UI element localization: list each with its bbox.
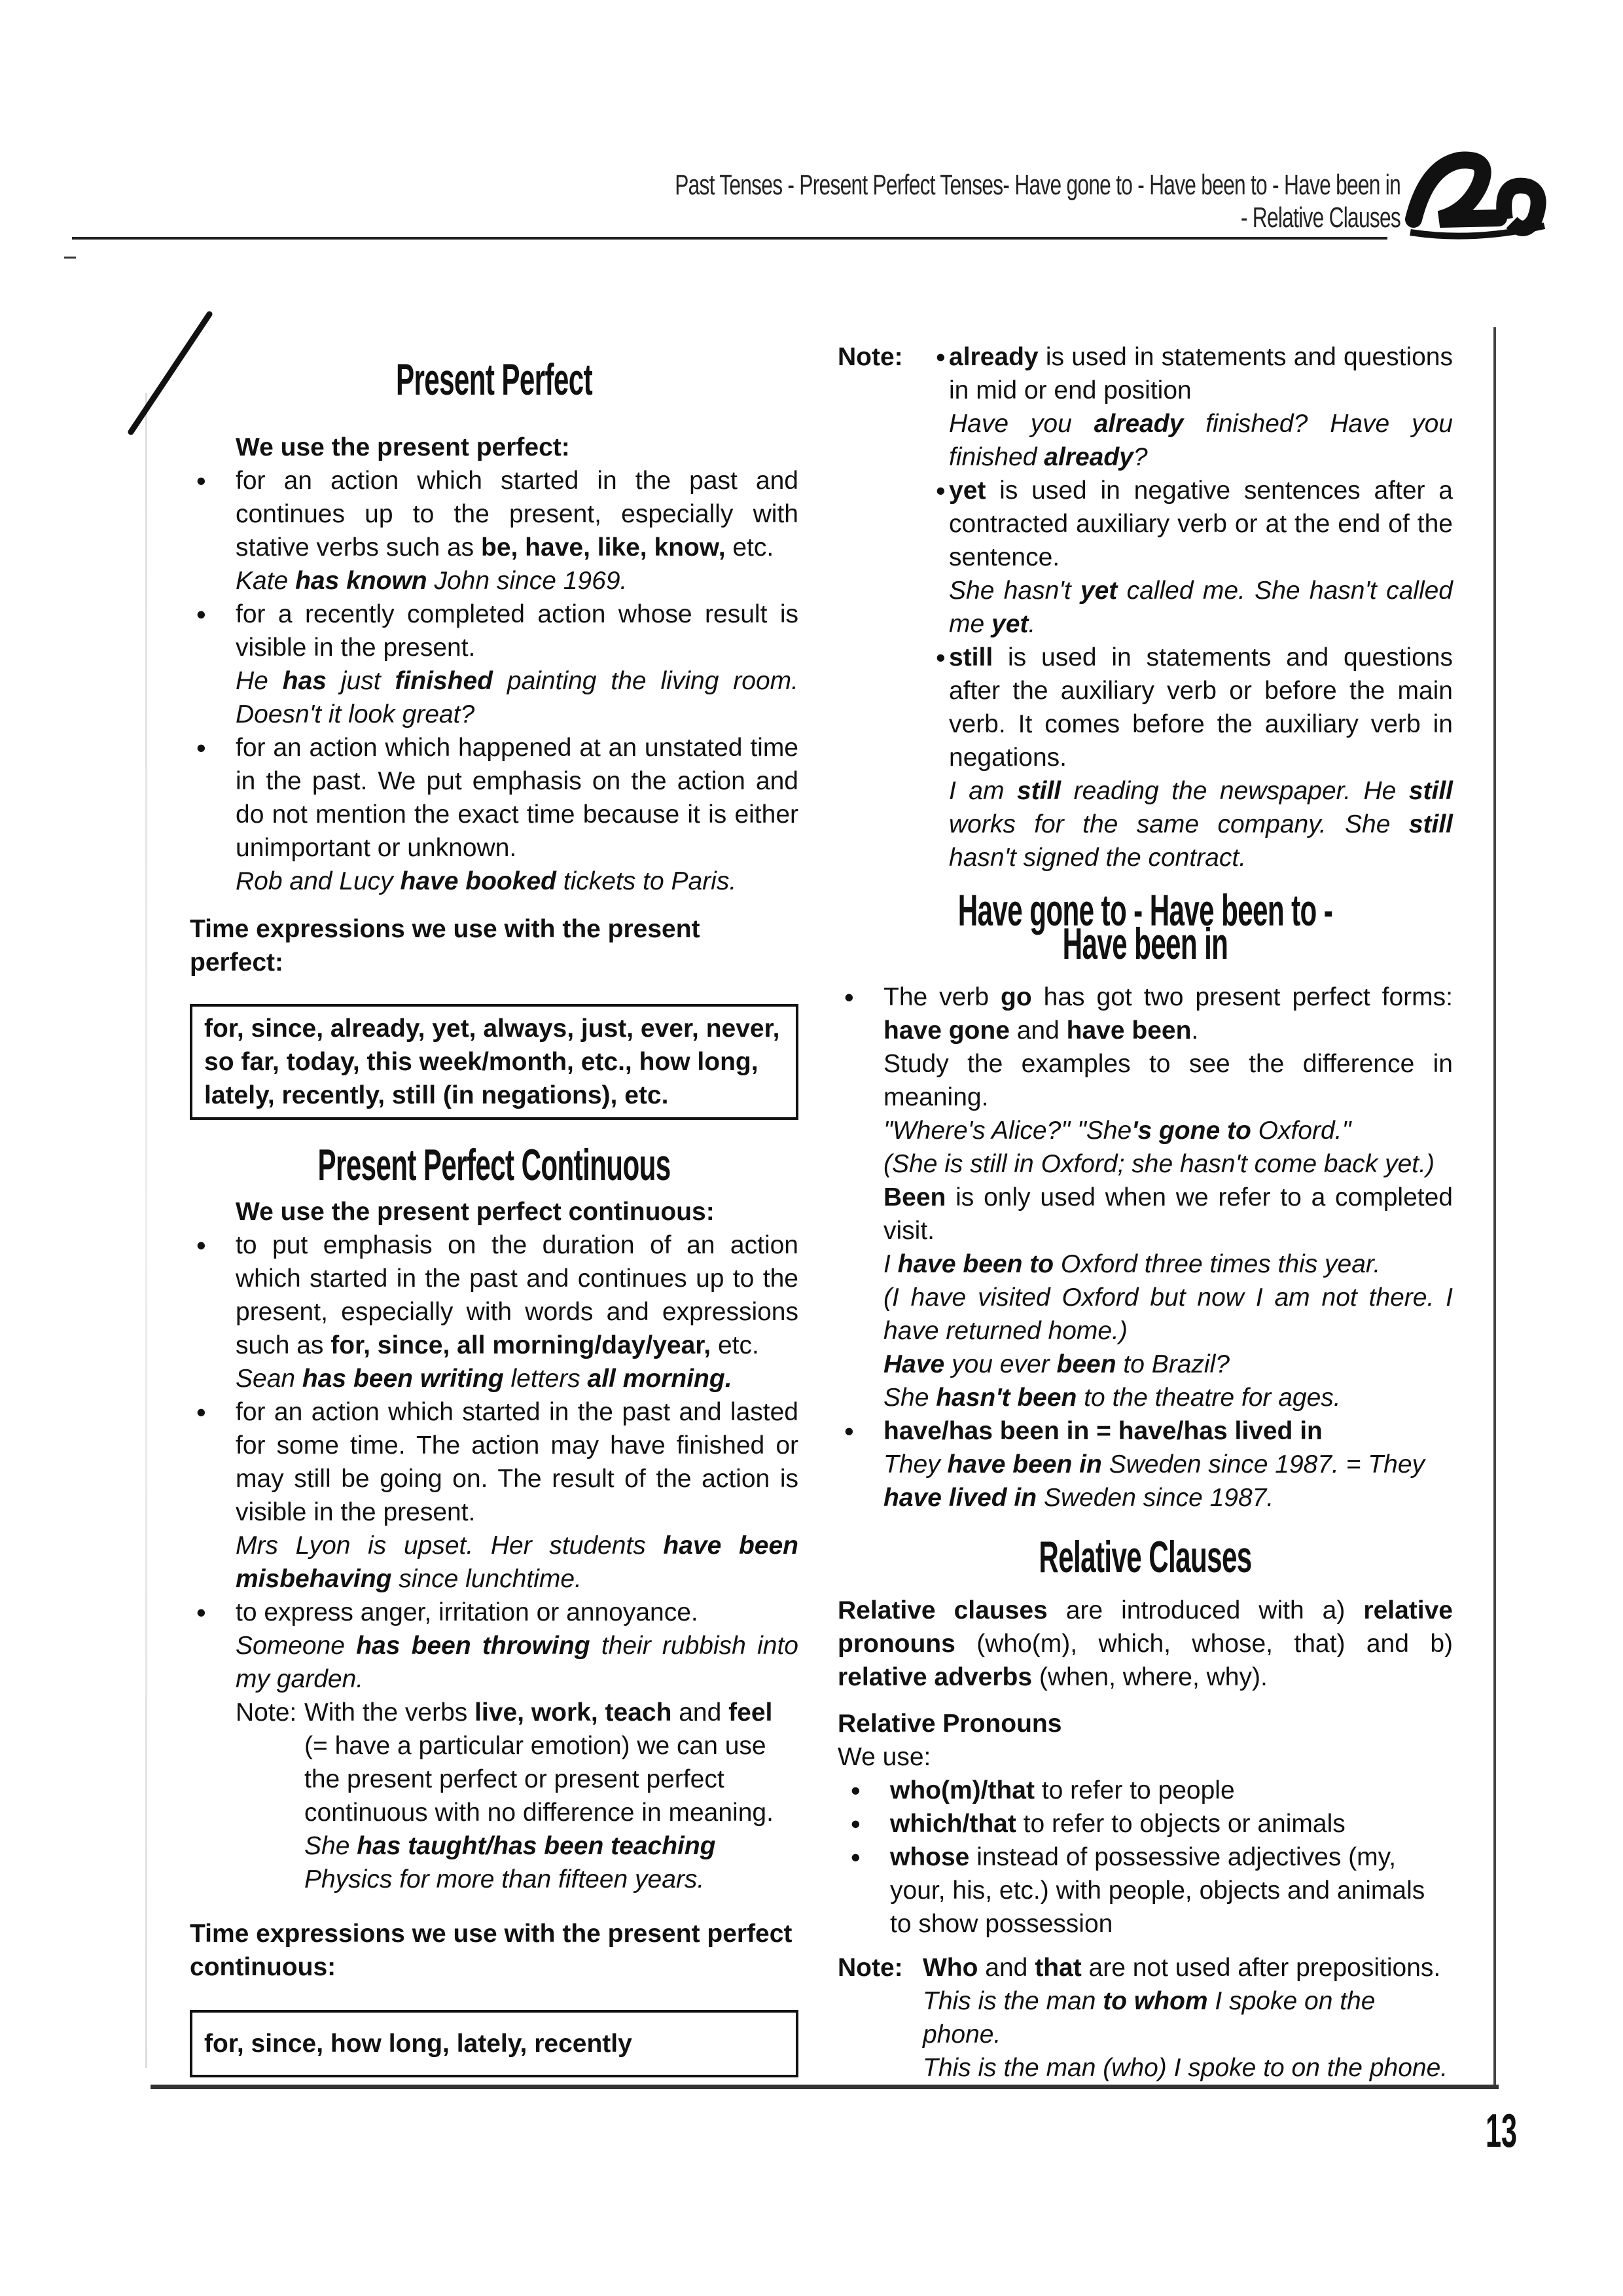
right-margin-rule: [1493, 327, 1496, 2088]
have-gone-list: [838, 980, 1453, 1515]
rc-note-label: Note:: [838, 1954, 903, 1982]
page-number: 13: [1486, 2105, 1518, 2157]
adverbs-note: [838, 340, 1453, 874]
relative-pronoun-use: • which/that to refer to objects or animals: [844, 1807, 1453, 1840]
present-perfect-heading: Present Perfect: [395, 355, 593, 404]
margin-tick: [64, 257, 76, 259]
relative-pronoun-uses: [838, 1774, 1453, 1941]
adverbs-note-label: Note:: [838, 343, 903, 371]
have-gone-text: • The verb go has got two present perfect forms: have gone and have been.: [883, 983, 1453, 1045]
adverb-note-item-text: • yet is used in negative sentences after a contracted auxiliary verb or at the end of the sentence.: [949, 476, 1453, 571]
have-gone-example: "Where's Alice?" "She's gone to Oxford.": [883, 1117, 1351, 1145]
have-gone-example: (She is still in Oxford; she hasn't come back yet.): [883, 1150, 1435, 1178]
ppc-time-expressions-box: for, since, how long, lately, recently: [190, 2010, 798, 2077]
have-gone-bullet-been-in: [838, 1414, 1453, 1515]
have-been-in-example: They have been in Sweden since 1987. = They have lived in Sweden since 1987.: [883, 1450, 1425, 1512]
ppc-use: [190, 1395, 798, 1596]
have-gone-example: (I have visited Oxford but now I am not there. I have returned home.): [883, 1283, 1453, 1345]
adverbs-note-items: [929, 340, 1453, 874]
rc-note-example: This is the man (who) I spoke to on the phone.: [923, 2054, 1448, 2082]
ppc-time-expressions-title: Time expressions we use with the present perfect continuous:: [190, 1920, 793, 1981]
have-gone-text: Been is only used when we refer to a completed visit.: [883, 1183, 1453, 1245]
pp-time-expressions-title: Time expressions we use with the present perfect:: [190, 915, 700, 977]
have-gone-example: She hasn't been to the theatre for ages.: [883, 1384, 1341, 1412]
adverb-note-item-example: I am still reading the newspaper. He still works for the same company. She still hasn't signed the contract.: [949, 777, 1454, 872]
ppc-uses: [190, 1229, 798, 1696]
relative-pronouns-subheading: Relative Pronouns: [838, 1710, 1062, 1738]
pp-use-text: • for an action which happened at an unstated time in the past. We put emphasis on the action and do not mention the exact time because it is either unimportant or unknown.: [236, 734, 798, 862]
rc-note-examples: [923, 1984, 1453, 2085]
pp-use: [190, 731, 798, 898]
have-gone-bullet-go: [838, 980, 1453, 1414]
ppc-use-example: Sean has been writing letters all morning.: [236, 1365, 732, 1393]
ppc-use-text: • to put emphasis on the duration of an action which started in the past and continues up to the present, especially with words and expressions such as for, since, all morning/day/year, etc.: [236, 1231, 798, 1359]
have-been-in-title: • have/has been in = have/has lived in: [883, 1417, 1323, 1445]
rc-note-text: Who and that are not used after prepositions.: [923, 1954, 1441, 1982]
pp-use: [190, 464, 798, 598]
have-gone-example: Have you ever been to Brazil?: [883, 1350, 1230, 1378]
ppc-intro: We use the present perfect continuous:: [236, 1198, 715, 1226]
relative-clauses-note: [838, 1951, 1453, 2085]
adverb-note-item-text: • already is used in statements and questions in mid or end position: [949, 343, 1453, 404]
unit-logo: [1400, 141, 1551, 245]
relative-pronoun-use: • whose instead of possessive adjectives (my, your, his, etc.) with people, objects and animals to show possession: [844, 1840, 1453, 1941]
present-perfect-uses: [190, 464, 798, 898]
ppc-use: [190, 1596, 798, 1696]
ppc-note-example: She has taught/has been teaching Physics for more than fifteen years.: [304, 1832, 716, 1893]
relative-pronoun-use: • who(m)/that to refer to people: [844, 1774, 1453, 1807]
pp-use-text: • for a recently completed action whose result is visible in the present.: [236, 600, 798, 662]
adverb-note-item-example: She hasn't yet called me. She hasn't called me yet.: [949, 577, 1453, 638]
ppc-use-example: Someone has been throwing their rubbish into my garden.: [236, 1632, 798, 1693]
ppc-note-text: With the verbs live, work, teach and feel (= have a particular emotion) we can use the present perfect or present perfect continuous with no difference in meaning.: [304, 1698, 774, 1827]
have-gone-example: I have been to Oxford three times this year.: [883, 1250, 1381, 1278]
left-column: [190, 340, 798, 2077]
running-title: Past Tenses - Present Perfect Tenses- Have gone to - Have been to - Have been in - Relative Clauses: [675, 169, 1400, 234]
ppc-note: [190, 1696, 798, 1896]
ppc-note-label: Note:: [236, 1698, 297, 1727]
header-rule: [72, 237, 1387, 240]
right-column: [838, 340, 1453, 2085]
pp-time-expressions-box: for, since, already, yet, always, just, ever, never, so far, today, this week/month, etc., how long, lately, recently, still (in negations), etc.: [190, 1004, 798, 1120]
pp-use-example: He has just finished painting the living room. Doesn't it look great?: [236, 667, 798, 728]
relative-clauses-heading: Relative Clauses: [1039, 1532, 1252, 1582]
pp-use-text: • for an action which started in the past and continues up to the present, especially with stative verbs such as be, have, like, know, etc.: [236, 467, 798, 562]
have-gone-heading: Have gone to - Have been to - Have been in: [957, 886, 1333, 969]
ppc-use-example: Mrs Lyon is upset. Her students have been misbehaving since lunchtime.: [236, 1532, 798, 1593]
footer-rule: [151, 2085, 1499, 2089]
pp-use-example: Rob and Lucy have booked tickets to Paris.: [236, 867, 737, 895]
adverb-note-item-example: Have you already finished? Have you finished already?: [949, 410, 1453, 471]
adverb-note-item: [929, 641, 1453, 874]
ppc-heading: Present Perfect Continuous: [317, 1140, 671, 1190]
ppc-use-text: • for an action which started in the past and lasted for some time. The action may have finished or may still be going on. The result of the action is visible in the present.: [236, 1398, 798, 1526]
present-perfect-intro: We use the present perfect:: [236, 433, 570, 461]
relative-clauses-intro: Relative clauses are introduced with a) relative pronouns (who(m), which, whose, that) and b) relative adverbs (when, where, why).: [838, 1596, 1453, 1691]
pp-use: [190, 598, 798, 731]
adverb-note-item-text: • still is used in statements and questions after the auxiliary verb or before the main verb. It comes before the auxiliary verb in negations.: [949, 643, 1453, 772]
rc-note-example: This is the man to whom I spoke on the phone.: [923, 1987, 1376, 2049]
adverb-note-item: [929, 474, 1453, 641]
pp-use-example: Kate has known John since 1969.: [236, 567, 628, 595]
adverb-note-item: [929, 340, 1453, 474]
scan-edge-shadow: [145, 393, 147, 2068]
have-gone-text: Study the examples to see the difference in meaning.: [883, 1050, 1453, 1111]
we-use-label: We use:: [838, 1743, 931, 1771]
ppc-use: [190, 1229, 798, 1395]
ppc-use-text: • to express anger, irritation or annoyance.: [236, 1598, 698, 1626]
